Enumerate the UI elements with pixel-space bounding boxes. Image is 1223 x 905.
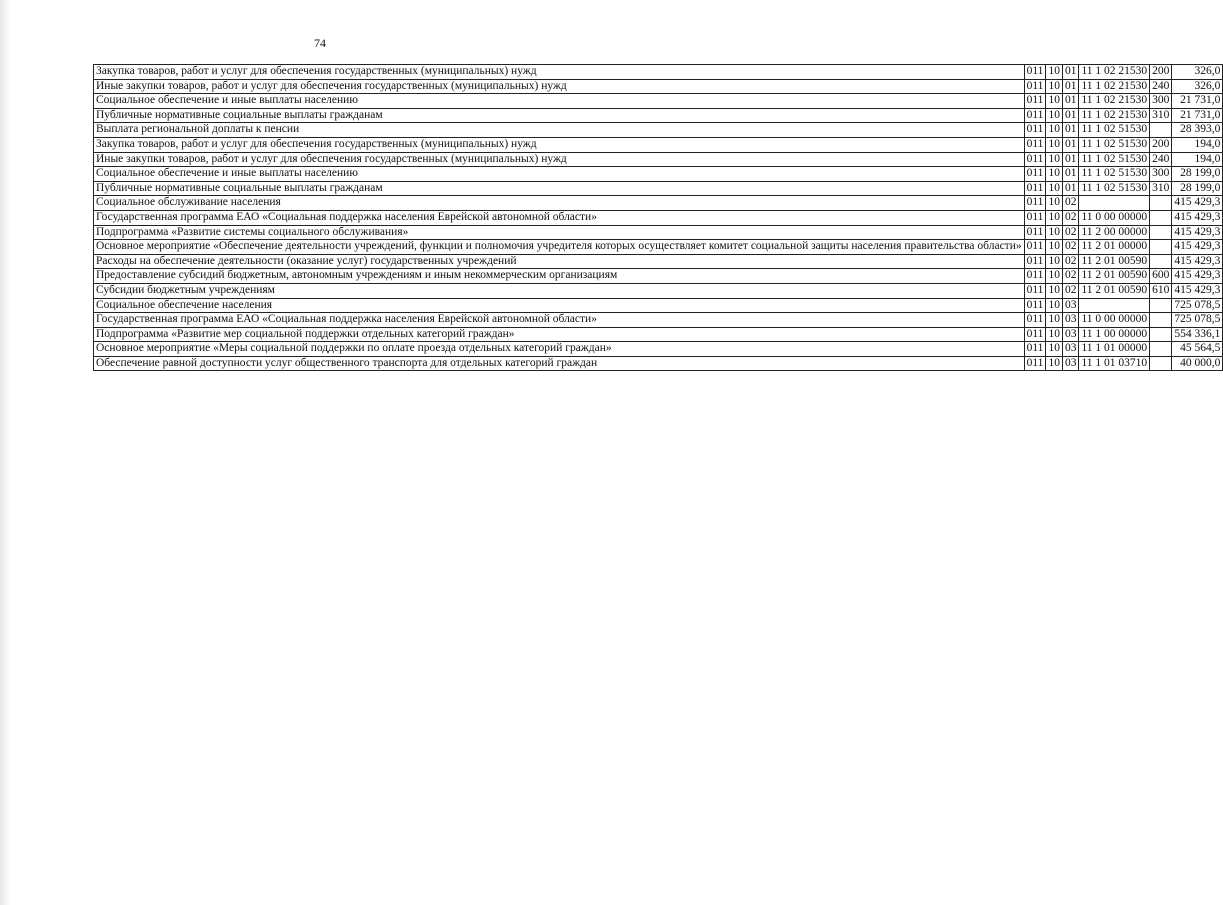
table-row xyxy=(94,225,1223,240)
table-row xyxy=(94,123,1223,138)
admin-code-cell: 011 xyxy=(1024,152,1046,167)
admin-code-cell: 011 xyxy=(1024,79,1046,94)
scan-left-edge xyxy=(0,0,10,905)
row-name-cell: Государственная программа ЕАО «Социальная поддержка населения Еврейской автономной области» xyxy=(94,313,1025,328)
target-article-cell: 11 1 02 51530 xyxy=(1079,181,1150,196)
subsection-code-cell: 03 xyxy=(1062,342,1079,357)
amount-cell: 326,0 xyxy=(1172,79,1223,94)
row-name-cell: Публичные нормативные социальные выплаты гражданам xyxy=(94,181,1025,196)
table-row xyxy=(94,210,1223,225)
row-name-cell: Выплата региональной доплаты к пенсии xyxy=(94,123,1025,138)
target-article-cell xyxy=(1079,196,1150,211)
subsection-code-cell: 01 xyxy=(1062,167,1079,182)
expense-type-cell: 200 xyxy=(1150,65,1172,80)
expense-type-cell xyxy=(1150,313,1172,328)
subsection-code-cell: 02 xyxy=(1062,210,1079,225)
target-article-cell: 11 1 02 51530 xyxy=(1079,137,1150,152)
subsection-code-cell: 01 xyxy=(1062,181,1079,196)
expense-type-cell: 600 xyxy=(1150,269,1172,284)
section-code-cell: 10 xyxy=(1046,210,1063,225)
section-code-cell: 10 xyxy=(1046,137,1063,152)
subsection-code-cell: 01 xyxy=(1062,108,1079,123)
expense-type-cell xyxy=(1150,327,1172,342)
row-name-cell: Социальное обслуживание населения xyxy=(94,196,1025,211)
table-row xyxy=(94,108,1223,123)
subsection-code-cell: 02 xyxy=(1062,269,1079,284)
amount-cell: 725 078,5 xyxy=(1172,298,1223,313)
amount-cell: 28 393,0 xyxy=(1172,123,1223,138)
section-code-cell: 10 xyxy=(1046,254,1063,269)
expense-type-cell: 240 xyxy=(1150,152,1172,167)
target-article-cell: 11 2 01 00590 xyxy=(1079,254,1150,269)
subsection-code-cell: 01 xyxy=(1062,79,1079,94)
admin-code-cell: 011 xyxy=(1024,210,1046,225)
section-code-cell: 10 xyxy=(1046,356,1063,371)
row-name-cell: Закупка товаров, работ и услуг для обеспечения государственных (муниципальных) нужд xyxy=(94,65,1025,80)
table-row xyxy=(94,181,1223,196)
admin-code-cell: 011 xyxy=(1024,137,1046,152)
target-article-cell: 11 1 02 21530 xyxy=(1079,94,1150,109)
target-article-cell: 11 1 00 00000 xyxy=(1079,327,1150,342)
expense-type-cell xyxy=(1150,225,1172,240)
admin-code-cell: 011 xyxy=(1024,240,1046,255)
section-code-cell: 10 xyxy=(1046,283,1063,298)
amount-cell: 40 000,0 xyxy=(1172,356,1223,371)
expense-type-cell xyxy=(1150,342,1172,357)
amount-cell: 415 429,3 xyxy=(1172,225,1223,240)
target-article-cell: 11 2 01 00590 xyxy=(1079,269,1150,284)
row-name-cell: Обеспечение равной доступности услуг общественного транспорта для отдельных категорий граждан xyxy=(94,356,1025,371)
section-code-cell: 10 xyxy=(1046,94,1063,109)
admin-code-cell: 011 xyxy=(1024,94,1046,109)
expense-type-cell: 300 xyxy=(1150,94,1172,109)
amount-cell: 21 731,0 xyxy=(1172,94,1223,109)
target-article-cell: 11 2 00 00000 xyxy=(1079,225,1150,240)
admin-code-cell: 011 xyxy=(1024,167,1046,182)
section-code-cell: 10 xyxy=(1046,240,1063,255)
subsection-code-cell: 02 xyxy=(1062,254,1079,269)
table-row xyxy=(94,283,1223,298)
section-code-cell: 10 xyxy=(1046,313,1063,328)
table-row xyxy=(94,152,1223,167)
admin-code-cell: 011 xyxy=(1024,123,1046,138)
table-row xyxy=(94,167,1223,182)
section-code-cell: 10 xyxy=(1046,269,1063,284)
section-code-cell: 10 xyxy=(1046,225,1063,240)
admin-code-cell: 011 xyxy=(1024,181,1046,196)
expense-type-cell: 610 xyxy=(1150,283,1172,298)
amount-cell: 415 429,3 xyxy=(1172,240,1223,255)
amount-cell: 415 429,3 xyxy=(1172,269,1223,284)
admin-code-cell: 011 xyxy=(1024,298,1046,313)
amount-cell: 415 429,3 xyxy=(1172,283,1223,298)
amount-cell: 28 199,0 xyxy=(1172,181,1223,196)
target-article-cell: 11 0 00 00000 xyxy=(1079,210,1150,225)
admin-code-cell: 011 xyxy=(1024,313,1046,328)
expense-type-cell xyxy=(1150,240,1172,255)
row-name-cell: Публичные нормативные социальные выплаты гражданам xyxy=(94,108,1025,123)
budget-table-body xyxy=(94,65,1223,371)
section-code-cell: 10 xyxy=(1046,181,1063,196)
subsection-code-cell: 01 xyxy=(1062,152,1079,167)
subsection-code-cell: 03 xyxy=(1062,327,1079,342)
admin-code-cell: 011 xyxy=(1024,196,1046,211)
section-code-cell: 10 xyxy=(1046,342,1063,357)
amount-cell: 194,0 xyxy=(1172,152,1223,167)
section-code-cell: 10 xyxy=(1046,167,1063,182)
row-name-cell: Подпрограмма «Развитие мер социальной поддержки отдельных категорий граждан» xyxy=(94,327,1025,342)
subsection-code-cell: 01 xyxy=(1062,65,1079,80)
expense-type-cell xyxy=(1150,298,1172,313)
row-name-cell: Субсидии бюджетным учреждениям xyxy=(94,283,1025,298)
table-row xyxy=(94,94,1223,109)
admin-code-cell: 011 xyxy=(1024,269,1046,284)
section-code-cell: 10 xyxy=(1046,79,1063,94)
amount-cell: 725 078,5 xyxy=(1172,313,1223,328)
target-article-cell xyxy=(1079,298,1150,313)
target-article-cell: 11 1 01 00000 xyxy=(1079,342,1150,357)
row-name-cell: Социальное обеспечение и иные выплаты населению xyxy=(94,94,1025,109)
expense-type-cell xyxy=(1150,356,1172,371)
row-name-cell: Социальное обеспечение населения xyxy=(94,298,1025,313)
admin-code-cell: 011 xyxy=(1024,225,1046,240)
admin-code-cell: 011 xyxy=(1024,65,1046,80)
target-article-cell: 11 1 02 21530 xyxy=(1079,65,1150,80)
target-article-cell: 11 1 02 21530 xyxy=(1079,79,1150,94)
target-article-cell: 11 2 01 00000 xyxy=(1079,240,1150,255)
subsection-code-cell: 02 xyxy=(1062,225,1079,240)
row-name-cell: Иные закупки товаров, работ и услуг для обеспечения государственных (муниципальных) нужд xyxy=(94,152,1025,167)
table-row xyxy=(94,298,1223,313)
amount-cell: 554 336,1 xyxy=(1172,327,1223,342)
expense-type-cell xyxy=(1150,123,1172,138)
section-code-cell: 10 xyxy=(1046,196,1063,211)
expense-type-cell xyxy=(1150,254,1172,269)
amount-cell: 28 199,0 xyxy=(1172,167,1223,182)
section-code-cell: 10 xyxy=(1046,327,1063,342)
subsection-code-cell: 02 xyxy=(1062,283,1079,298)
subsection-code-cell: 03 xyxy=(1062,298,1079,313)
target-article-cell: 11 1 02 51530 xyxy=(1079,167,1150,182)
admin-code-cell: 011 xyxy=(1024,108,1046,123)
amount-cell: 326,0 xyxy=(1172,65,1223,80)
table-row xyxy=(94,313,1223,328)
row-name-cell: Закупка товаров, работ и услуг для обеспечения государственных (муниципальных) нужд xyxy=(94,137,1025,152)
subsection-code-cell: 02 xyxy=(1062,196,1079,211)
row-name-cell: Расходы на обеспечение деятельности (оказание услуг) государственных учреждений xyxy=(94,254,1025,269)
expense-type-cell: 300 xyxy=(1150,167,1172,182)
table-row xyxy=(94,79,1223,94)
amount-cell: 415 429,3 xyxy=(1172,196,1223,211)
amount-cell: 45 564,5 xyxy=(1172,342,1223,357)
budget-table xyxy=(93,64,1223,371)
section-code-cell: 10 xyxy=(1046,298,1063,313)
row-name-cell: Подпрограмма «Развитие системы социального обслуживания» xyxy=(94,225,1025,240)
subsection-code-cell: 03 xyxy=(1062,313,1079,328)
target-article-cell: 11 1 02 51530 xyxy=(1079,123,1150,138)
table-row xyxy=(94,254,1223,269)
table-row xyxy=(94,356,1223,371)
target-article-cell: 11 1 02 21530 xyxy=(1079,108,1150,123)
table-row xyxy=(94,196,1223,211)
section-code-cell: 10 xyxy=(1046,65,1063,80)
row-name-cell: Государственная программа ЕАО «Социальная поддержка населения Еврейской автономной области» xyxy=(94,210,1025,225)
section-code-cell: 10 xyxy=(1046,152,1063,167)
row-name-cell: Предоставление субсидий бюджетным, автономным учреждениям и иным некоммерческим организациям xyxy=(94,269,1025,284)
row-name-cell: Основное мероприятие «Меры социальной поддержки по оплате проезда отдельных категорий граждан» xyxy=(94,342,1025,357)
expense-type-cell: 240 xyxy=(1150,79,1172,94)
table-row xyxy=(94,240,1223,255)
table-row xyxy=(94,342,1223,357)
row-name-cell: Социальное обеспечение и иные выплаты населению xyxy=(94,167,1025,182)
expense-type-cell: 200 xyxy=(1150,137,1172,152)
subsection-code-cell: 01 xyxy=(1062,123,1079,138)
admin-code-cell: 011 xyxy=(1024,254,1046,269)
target-article-cell: 11 1 01 03710 xyxy=(1079,356,1150,371)
subsection-code-cell: 03 xyxy=(1062,356,1079,371)
target-article-cell: 11 2 01 00590 xyxy=(1079,283,1150,298)
admin-code-cell: 011 xyxy=(1024,342,1046,357)
subsection-code-cell: 01 xyxy=(1062,137,1079,152)
subsection-code-cell: 01 xyxy=(1062,94,1079,109)
expense-type-cell: 310 xyxy=(1150,181,1172,196)
section-code-cell: 10 xyxy=(1046,108,1063,123)
amount-cell: 415 429,3 xyxy=(1172,210,1223,225)
row-name-cell: Основное мероприятие «Обеспечение деятельности учреждений, функции и полномочия учредителя которых осуществляет комитет социальной защиты населения правительства области» xyxy=(94,240,1025,255)
amount-cell: 21 731,0 xyxy=(1172,108,1223,123)
target-article-cell: 11 0 00 00000 xyxy=(1079,313,1150,328)
admin-code-cell: 011 xyxy=(1024,356,1046,371)
table-row xyxy=(94,65,1223,80)
row-name-cell: Иные закупки товаров, работ и услуг для обеспечения государственных (муниципальных) нужд xyxy=(94,79,1025,94)
expense-type-cell xyxy=(1150,196,1172,211)
expense-type-cell: 310 xyxy=(1150,108,1172,123)
table-row xyxy=(94,327,1223,342)
table-row xyxy=(94,137,1223,152)
admin-code-cell: 011 xyxy=(1024,327,1046,342)
admin-code-cell: 011 xyxy=(1024,283,1046,298)
section-code-cell: 10 xyxy=(1046,123,1063,138)
amount-cell: 415 429,3 xyxy=(1172,254,1223,269)
table-row xyxy=(94,269,1223,284)
page-number: 74 xyxy=(314,36,326,50)
target-article-cell: 11 1 02 51530 xyxy=(1079,152,1150,167)
subsection-code-cell: 02 xyxy=(1062,240,1079,255)
amount-cell: 194,0 xyxy=(1172,137,1223,152)
expense-type-cell xyxy=(1150,210,1172,225)
